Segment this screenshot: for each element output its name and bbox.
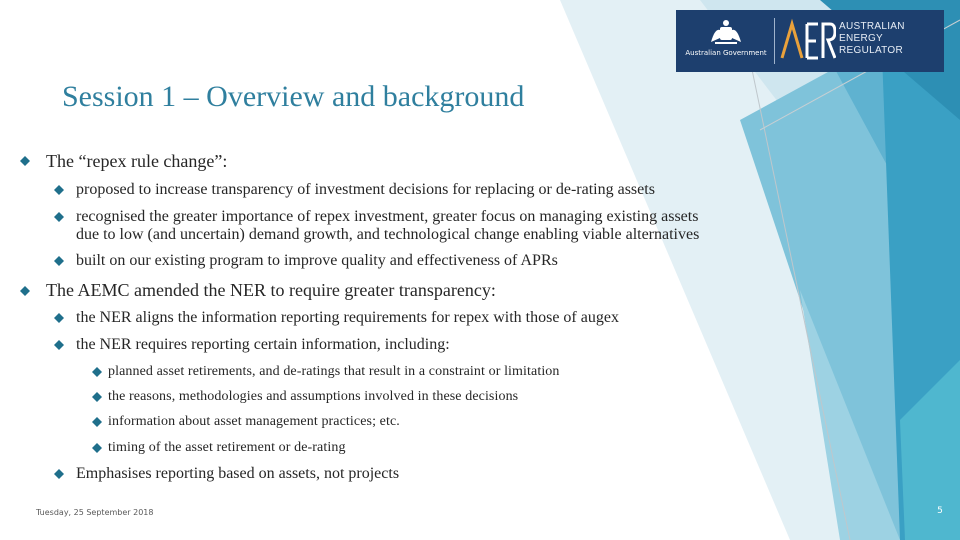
list-item-continuation: due to low (and uncertain) demand growth, and technological change enabling viable alternatives: [76, 226, 700, 243]
aer-name: [839, 21, 905, 57]
diamond-bullet-icon: [54, 469, 64, 479]
aer-name-line: ENERGY: [839, 33, 884, 44]
list-item: proposed to increase transparency of investment decisions for replacing or de-rating assets: [76, 181, 655, 198]
list-item: the NER aligns the information reporting requirements for repex with those of augex: [76, 309, 619, 326]
diamond-bullet-icon: [54, 185, 64, 195]
diamond-bullet-icon: [20, 286, 30, 296]
list-item: timing of the asset retirement or de-rating: [108, 440, 346, 455]
aer-name-line: AUSTRALIAN: [839, 21, 905, 32]
diamond-bullet-icon: [92, 392, 102, 402]
list-item: recognised the greater importance of repex investment, greater focus on managing existing assets: [76, 208, 699, 225]
diamond-bullet-icon: [54, 313, 64, 323]
list-item: information about asset management practices; etc.: [108, 414, 400, 429]
diamond-bullet-icon: [92, 417, 102, 427]
diamond-bullet-icon: [54, 340, 64, 350]
diamond-bullet-icon: [92, 443, 102, 453]
footer-date: Tuesday, 25 September 2018: [36, 508, 154, 517]
page-number: 5: [937, 506, 943, 516]
diamond-bullet-icon: [92, 367, 102, 377]
gov-text: Australian Government: [685, 49, 767, 57]
logo-divider: [774, 18, 775, 64]
list-item: Emphasises reporting based on assets, not projects: [76, 465, 400, 482]
list-item: the reasons, methodologies and assumptions involved in these decisions: [108, 389, 519, 404]
list-item: The “repex rule change”:: [46, 151, 228, 171]
coat-of-arms-icon: [709, 18, 743, 48]
aer-name-line: REGULATOR: [839, 45, 904, 56]
diamond-bullet-icon: [20, 156, 30, 166]
list-item: the NER requires reporting certain information, including:: [76, 336, 450, 353]
list-item: The AEMC amended the NER to require greater transparency:: [46, 280, 496, 300]
diamond-bullet-icon: [54, 212, 64, 222]
diamond-bullet-icon: [54, 256, 64, 266]
australian-government-crest: [684, 18, 768, 66]
aer-logo-banner: [676, 10, 944, 72]
slide-title: Session 1 – Overview and background: [62, 80, 525, 113]
list-item: built on our existing program to improve quality and effectiveness of APRs: [76, 252, 558, 269]
list-item: planned asset retirements, and de-ratings that result in a constraint or limitation: [108, 364, 560, 379]
aer-mark-icon: [780, 16, 836, 66]
